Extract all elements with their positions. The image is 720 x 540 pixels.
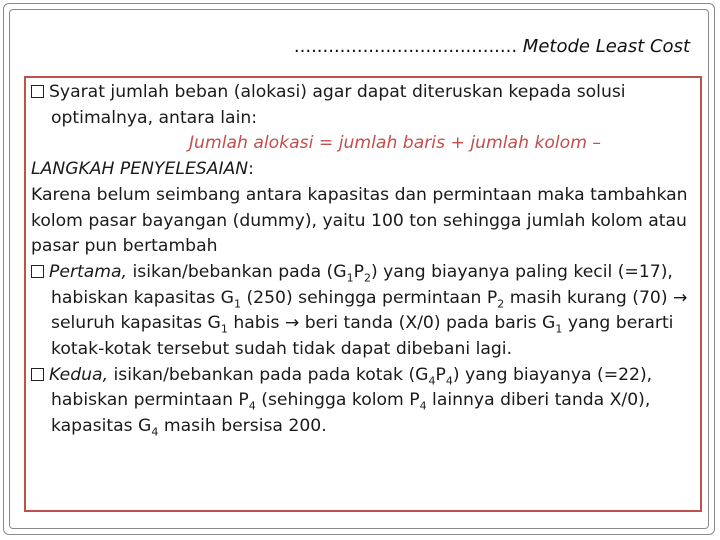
formula-line: Jumlah alokasi = jumlah baris + jumlah kolom – [188, 133, 601, 154]
bullet-kedua [31, 363, 699, 440]
slide-content [31, 80, 699, 440]
subscript: 4 [248, 399, 256, 413]
bullet-kedua-label: Kedua, [49, 364, 109, 385]
title-dots: ....................................... [293, 36, 518, 57]
text-run: ) yang biayanya (=22), habiskan permintaan P [51, 364, 653, 411]
title-text: Metode Least Cost [522, 36, 690, 57]
slide-title [294, 36, 690, 57]
heading-colon: : [248, 159, 254, 180]
bullet-pertama-label: Pertama, [49, 261, 128, 282]
text-run: masih kurang (70) → seluruh kapasitas G [51, 287, 688, 334]
bullet-syarat-text: Syarat jumlah beban (alokasi) agar dapat diteruskan kepada solusi optimalnya, antara lain: [49, 82, 626, 128]
subscript: 1 [233, 297, 241, 311]
text-run: isikan/bebankan pada pada kotak (G [108, 364, 429, 385]
text-run: lainnya diberi tanda X/0), kapasitas G [51, 390, 651, 437]
bullet-syarat [31, 80, 699, 131]
subscript: 4 [445, 374, 453, 388]
subscript: 4 [419, 399, 427, 413]
heading-text: LANGKAH PENYELESAIAN [31, 159, 249, 180]
checkbox-bullet-icon [31, 85, 44, 98]
text-run: masih bersisa 200. [158, 416, 327, 437]
subscript: 1 [555, 322, 563, 336]
text-run: (250) sehingga permintaan P [240, 287, 498, 308]
heading-line [31, 157, 699, 183]
text-run: ) yang biayanya paling kecil (=17), habiskan kapasitas G [51, 261, 673, 308]
subscript: 1 [346, 271, 354, 285]
paragraph-karena: Karena belum seimbang antara kapasitas dan permintaan maka tambahkan kolom pasar bayangan (dummy), yaitu 100 ton sehingga jumlah kolom atau pasar pun bertambah [31, 184, 688, 257]
text-run: P [353, 261, 364, 282]
text-run: yang berarti kotak-kotak tersebut sudah tidak dapat dibebani lagi. [51, 313, 674, 360]
checkbox-bullet-icon [31, 265, 44, 278]
checkbox-bullet-icon [31, 368, 44, 381]
subscript: 4 [428, 374, 436, 388]
text-run: isikan/bebankan pada (G [127, 261, 347, 282]
subscript: 4 [151, 425, 159, 439]
subscript: 2 [363, 271, 371, 285]
subscript: 1 [220, 322, 228, 336]
bullet-pertama [31, 260, 699, 363]
text-run: habis → beri tanda (X/0) pada baris G [227, 313, 556, 334]
text-run: (sehingga kolom P [255, 390, 420, 411]
subscript: 2 [497, 297, 505, 311]
text-run: P [435, 364, 446, 385]
